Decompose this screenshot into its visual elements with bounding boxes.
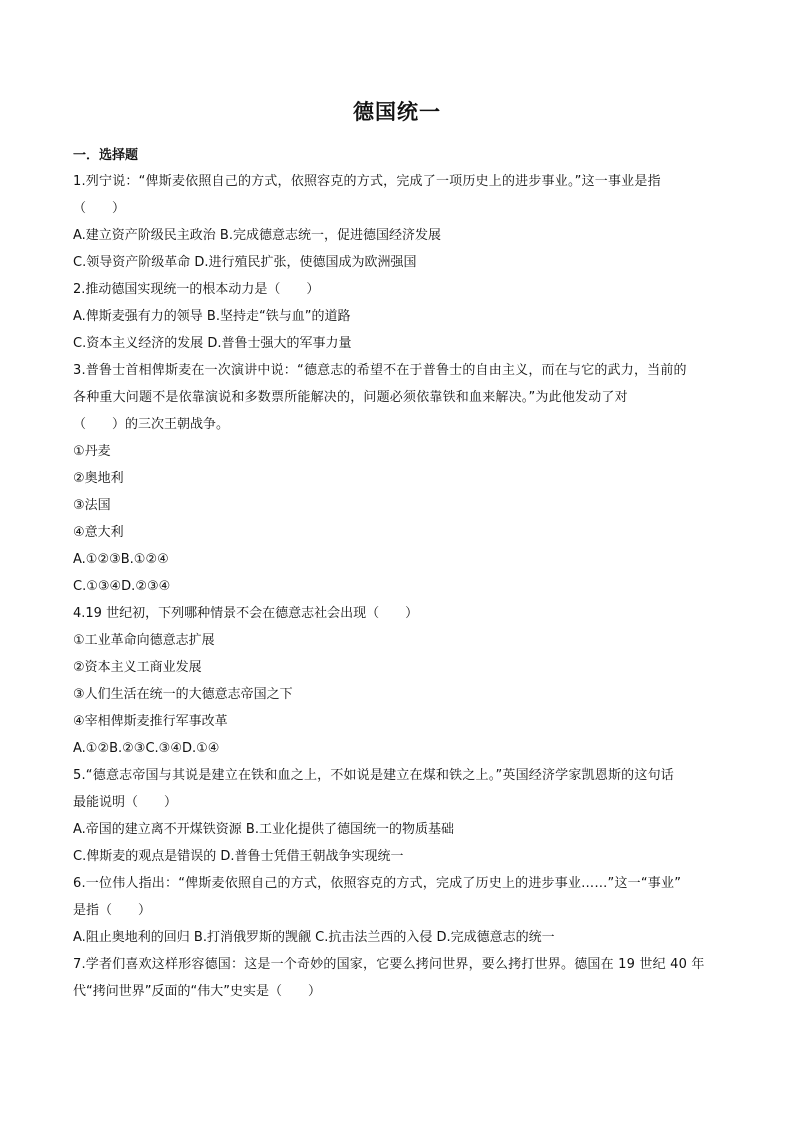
question-3-item-1: ①丹麦 [73,444,111,459]
document-title: 德国统一 [353,99,441,124]
question-1-blank: （ ） [73,201,126,216]
question-5-stem-line-2: 最能说明（ ） [73,795,178,810]
question-3-item-4: ④意大利 [73,525,124,540]
question-1-stem: 1.列宁说：“俾斯麦依照自己的方式，依照容克的方式，完成了一项历史上的进步事业。”这一事业是指 [73,174,661,189]
question-3-stem-line-1: 3.普鲁士首相俾斯麦在一次演讲中说：“德意志的希望不在于普鲁士的自由主义，而在与它的武力，当前的 [73,363,687,378]
question-1-options-ab: A.建立资产阶级民主政治 B.完成德意志统一，促进德国经济发展 [73,228,441,243]
question-4-item-3: ③人们生活在统一的大德意志帝国之下 [73,687,293,702]
question-list [73,168,723,1005]
question-4-options: A.①②B.②③C.③④D.①④ [73,741,220,756]
question-3-item-3: ③法国 [73,498,111,513]
question-5-options-ab: A.帝国的建立离不开煤铁资源 B.工业化提供了德国统一的物质基础 [73,822,454,837]
question-7-stem-line-2: 代“拷问世界”反面的“伟大”史实是（ ） [73,984,321,999]
section-heading: 一．选择题 [73,148,139,163]
question-3-options-cd: C.①③④D.②③④ [73,579,171,594]
question-3-stem-line-3: （ ）的三次王朝战争。 [73,417,230,432]
question-2-options-cd: C.资本主义经济的发展 D.普鲁士强大的军事力量 [73,336,352,351]
question-2-options-ab: A.俾斯麦强有力的领导 B.坚持走“铁与血”的道路 [73,309,351,324]
question-1-options-cd: C.领导资产阶级革命 D.进行殖民扩张，使德国成为欧洲强国 [73,255,417,270]
question-4-stem: 4.19 世纪初，下列哪种情景不会在德意志社会出现（ ） [73,606,419,621]
question-6-options: A.阻止奥地利的回归 B.打消俄罗斯的觊觎 C.抗击法兰西的入侵 D.完成德意志的统一 [73,930,555,945]
question-3-options-ab: A.①②③B.①②④ [73,552,169,567]
question-5-options-cd: C.俾斯麦的观点是错误的 D.普鲁士凭借王朝战争实现统一 [73,849,404,864]
question-3-stem-line-2: 各种重大问题不是依靠演说和多数票所能解决的，问题必须依靠铁和血来解决。”为此他发动了对 [73,390,628,405]
question-5-stem-line-1: 5.“德意志帝国与其说是建立在铁和血之上，不如说是建立在煤和铁之上。”英国经济学家凯恩斯的这句话 [73,768,674,783]
question-4-item-1: ①工业革命向德意志扩展 [73,633,215,648]
question-4-item-2: ②资本主义工商业发展 [73,660,202,675]
question-7-stem-line-1: 7.学者们喜欢这样形容德国：这是一个奇妙的国家，它要么拷问世界，要么拷打世界。德国在 19 世纪 40 年 [73,957,705,972]
question-2-stem: 2.推动德国实现统一的根本动力是（ ） [73,282,320,297]
question-6-stem-line-1: 6.一位伟人指出：“俾斯麦依照自己的方式，依照容克的方式，完成了历史上的进步事业……”这一“事业” [73,876,682,891]
question-3-item-2: ②奥地利 [73,471,124,486]
question-4-item-4: ④宰相俾斯麦推行军事改革 [73,714,228,729]
question-6-stem-line-2: 是指（ ） [73,903,152,918]
